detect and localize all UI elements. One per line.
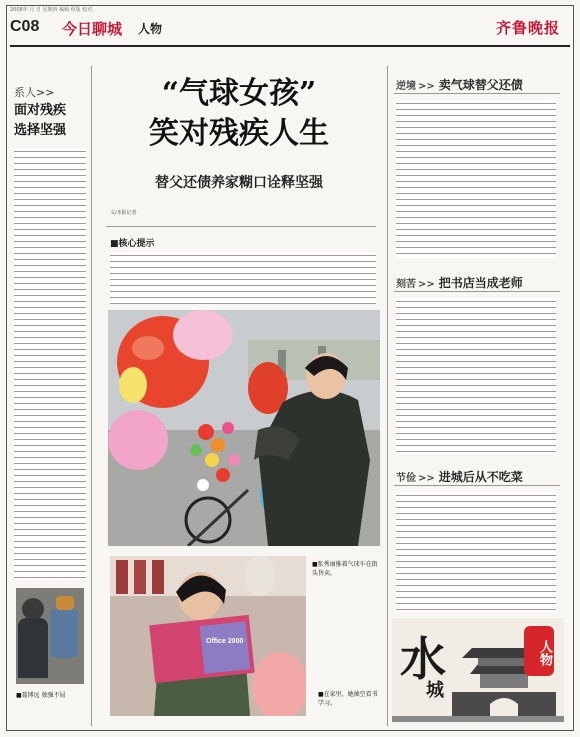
main-article-subtitle: 替父还债养家糊口诠释坚强 (155, 175, 323, 191)
right-section-3-tag: 节俭 (396, 473, 416, 484)
page-code: C08 (10, 18, 40, 35)
section-title: 今日聊城 (62, 20, 123, 38)
right-section-2-title: 把书店当成老师 (438, 276, 523, 290)
core-hint-text (110, 252, 376, 304)
left-article-title-2: 选择坚强 (14, 123, 67, 138)
page-header (10, 7, 570, 44)
left-article-tag: 系人>> (14, 86, 55, 99)
byline: 文/本报记者 (110, 210, 137, 216)
book-label: Office 2000 (206, 638, 244, 645)
right-section-3-rule (394, 485, 560, 486)
balloon-girl-photo (108, 310, 380, 546)
headline-line-2: 笑对残疾人生 (149, 116, 329, 151)
header-rule (10, 45, 570, 47)
byline-rule (106, 226, 376, 227)
column-divider-left (91, 66, 92, 726)
brush-char: 水 (400, 632, 446, 686)
main-article-headline (96, 74, 382, 154)
left-article-title-1: 面对残疾 (14, 103, 67, 118)
seal-stamp: 人物 (524, 626, 554, 676)
brush-char-2: 城 (426, 680, 444, 701)
core-hint-label: ■核心提示 (110, 239, 155, 249)
newspaper-brand: 齐鲁晚报 (495, 19, 560, 37)
corner-logo (392, 618, 564, 722)
headline-line-1: “气球女孩” (161, 76, 317, 111)
subsection-title: 人物 (138, 22, 163, 36)
right-section-3-title: 进城后从不吃菜 (438, 470, 523, 484)
right-section-2-head: 刻苦 >> 把书店当成老师 (396, 276, 523, 290)
left-article-body (14, 148, 86, 580)
reading-girl-photo (110, 556, 306, 716)
right-section-1-rule (394, 93, 560, 94)
dateline: 2008年 月 日 星期四 编辑 组版 校对 (10, 7, 93, 13)
right-section-1-tag: 逆境 (396, 81, 416, 92)
right-section-3-body (396, 492, 556, 612)
column-divider-right (387, 66, 388, 726)
left-article (14, 84, 86, 140)
right-section-1-title: 卖气球替父还债 (438, 78, 523, 92)
right-section-2-rule (394, 291, 560, 292)
right-section-1-body (396, 100, 556, 258)
reading-photo-caption: ■在家里，她抽空看书学习。 (318, 691, 378, 707)
right-section-1-head: 逆境 >> 卖气球替父还债 (396, 78, 523, 92)
main-photo-caption: ■张秀丽推着气球车在街头售卖。 (312, 561, 378, 577)
right-section-2-body (396, 298, 556, 454)
right-section-3-head: 节俭 >> 进城后从不吃菜 (396, 470, 523, 484)
left-article-photo (16, 588, 84, 684)
right-section-2-tag: 刻苦 (396, 279, 416, 290)
reading-photo (110, 556, 306, 716)
left-photo-caption: ■聂博远 独强不屈 (16, 692, 66, 699)
main-photo (108, 310, 380, 546)
